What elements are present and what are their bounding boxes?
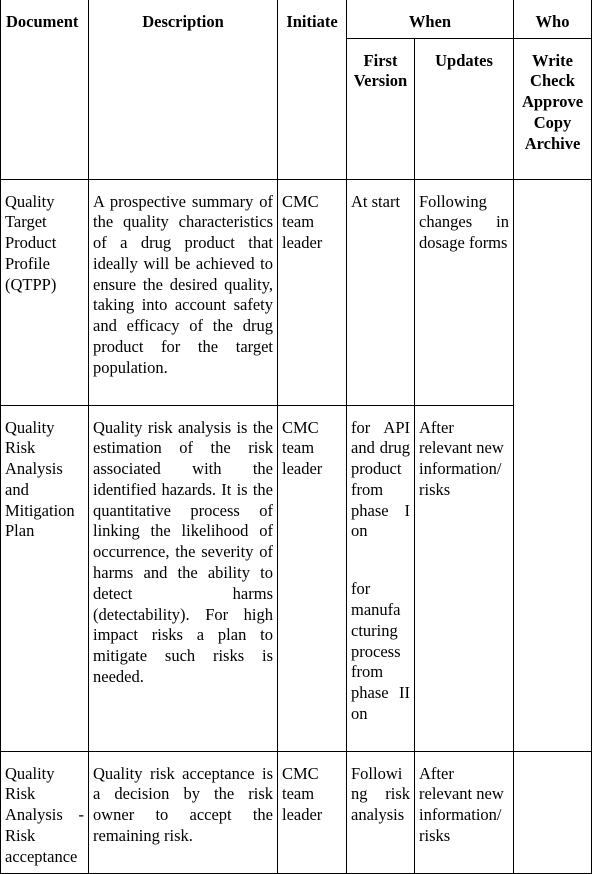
row-description: Quality risk acceptance is a decision by the risk owner to accept the remaining risk.	[89, 751, 278, 873]
role-write: Write	[532, 50, 573, 70]
row-document: Quality Target Product Profile (QTPP)	[1, 179, 89, 405]
row-who	[514, 751, 592, 873]
role-archive: Archive	[524, 133, 581, 153]
header-initiate: Initiate	[278, 0, 347, 179]
row-who	[514, 179, 592, 751]
role-approve: Approve	[521, 92, 584, 112]
row-updates: After relevant new information/ risks	[415, 405, 514, 751]
row-initiate: CMC team leader	[278, 405, 347, 751]
header-row-1	[1, 0, 592, 38]
row-document: Quality Risk Analysis and Mitigation Plan	[1, 405, 89, 751]
row-description: A prospective summary of the quality characteristics of a drug product that ideally will be achieved to ensure the desired quality, taking into account safety and efficacy of the drug product for the target population.	[89, 179, 278, 405]
row-document: Quality Risk Analysis - Risk acceptance	[1, 751, 89, 873]
header-document: Document	[1, 0, 89, 179]
header-updates: Updates	[415, 38, 514, 179]
header-who: Who	[514, 0, 592, 38]
row-initiate: CMC team leader	[278, 751, 347, 873]
role-copy: Copy	[533, 112, 572, 132]
row-updates: After relevant new information/ risks	[415, 751, 514, 873]
header-first-version: First Version	[347, 38, 415, 179]
row-first-version	[347, 405, 415, 751]
row-initiate: CMC team leader	[278, 179, 347, 405]
role-check: Check	[530, 71, 575, 91]
first-version-api: for API and drug product from phase I on	[351, 417, 410, 541]
row-first-version: Followi ng risk analysis	[347, 751, 415, 873]
row-updates: Following changes in dosage forms	[415, 179, 514, 405]
table-row	[1, 179, 592, 405]
table-row	[1, 405, 592, 751]
header-who-roles	[514, 38, 592, 179]
first-version-process: for manufa cturing process from phase II on	[351, 579, 410, 724]
table-row	[1, 751, 592, 873]
header-description: Description	[89, 0, 278, 179]
row-description: Quality risk analysis is the estimation of the risk associated with the identified hazards. It is the quantitative process of linking the likelihood of occurrence, the severity of harms and the ability to detect harms (detectability). For high impact risks a plan to mitigate such risks is needed.	[89, 405, 278, 751]
header-when: When	[347, 0, 514, 38]
row-first-version: At start	[347, 179, 415, 405]
